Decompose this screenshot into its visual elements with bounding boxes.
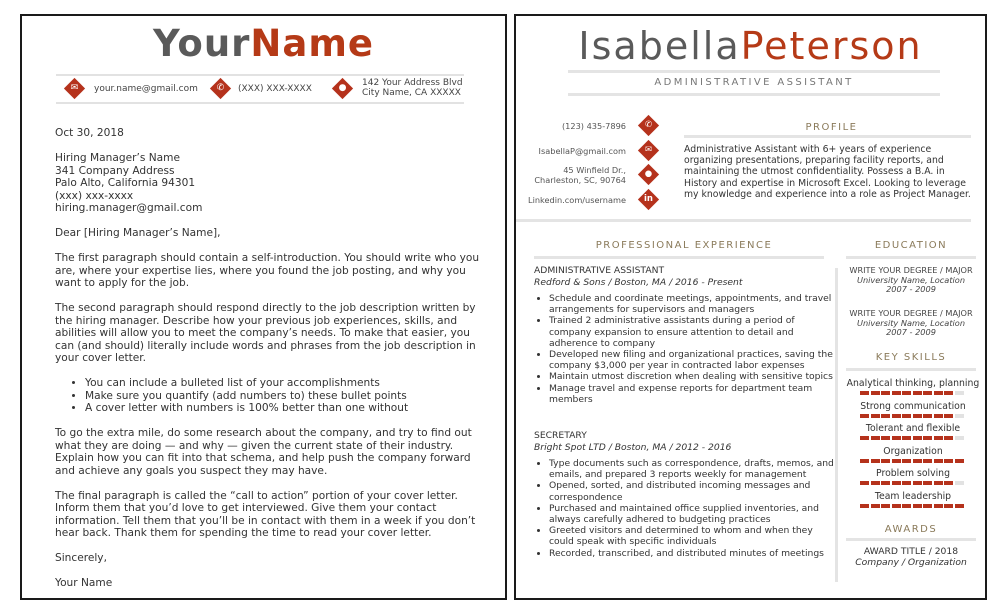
- recipient-line: Palo Alto, California 94301: [55, 177, 196, 189]
- address-line2: Charleston, SC, 90764: [534, 175, 626, 185]
- list-item: • Make sure you quantify (add numbers to) these bullet points: [85, 390, 485, 403]
- skill-level-segment: [913, 459, 922, 463]
- skill-level-bar: [860, 391, 964, 395]
- skill-level-segment: [923, 391, 932, 395]
- address-line1: 45 Winfield Dr.,: [563, 165, 626, 175]
- job-title-banner: ADMINISTRATIVE ASSISTANT: [568, 70, 940, 96]
- skill-level-segment: [871, 504, 880, 508]
- skills-heading: KEY SKILLS: [875, 352, 947, 363]
- skill-level-segment: [934, 391, 943, 395]
- skill-level-segment: [923, 504, 932, 508]
- experience-heading: PROFESSIONAL EXPERIENCE: [595, 240, 773, 251]
- education-entry-2: [840, 309, 982, 338]
- skill-level-segment: [913, 481, 922, 485]
- list-item: • Opened, sorted, and distributed incoming messages and correspondence: [549, 480, 837, 502]
- skill-level-segment: [902, 414, 911, 418]
- skill-level-segment: [955, 414, 964, 418]
- skill-level-segment: [902, 391, 911, 395]
- profile-rule: [684, 135, 971, 138]
- job-employer-2: Bright Spot LTD / Boston, MA / 2012 - 2016: [534, 442, 732, 453]
- linkedin-icon: [638, 189, 659, 210]
- skill-level-segment: [860, 436, 869, 440]
- skill-label: Strong communication: [860, 400, 966, 412]
- skill-level-segment: [923, 481, 932, 485]
- email-icon: ✉: [64, 78, 85, 99]
- cover-address-line2: City Name, CA XXXXX: [362, 88, 461, 98]
- list-item: • Recorded, transcribed, and distributed minutes of meetings: [549, 548, 837, 559]
- list-item: • Purchased and maintained office supplied inventories, and always carefully adhered to budgeting practices: [549, 503, 837, 525]
- skill-label: Tolerant and flexible: [865, 423, 961, 435]
- degree: WRITE YOUR DEGREE / MAJOR: [849, 265, 973, 275]
- skill-level-segment: [881, 391, 890, 395]
- skill-level-segment: [902, 459, 911, 463]
- job-bullets-2: [534, 458, 837, 559]
- skill-level-segment: [913, 391, 922, 395]
- skill-level-segment: [892, 391, 901, 395]
- school: University Name, Location: [856, 274, 966, 285]
- skill-level-segment: [913, 504, 922, 508]
- recipient-block: [55, 152, 485, 215]
- skill-label: Problem solving: [876, 468, 950, 480]
- location-pin-icon: ●: [638, 164, 659, 185]
- cover-letter-page: [20, 14, 507, 600]
- location-pin-icon: ●: [332, 78, 353, 99]
- email-icon: ✉: [638, 140, 659, 161]
- cover-email: your.name@gmail.com: [94, 84, 198, 94]
- list-item: • Trained 2 administrative assistants during a period of company expansion to ensure attention to detail and adherence to company: [549, 315, 837, 349]
- skill-level-segment: [860, 414, 869, 418]
- education-entry-1: [840, 266, 982, 295]
- skill-level-bar: [860, 481, 964, 485]
- letter-date: Oct 30, 2018: [55, 127, 124, 139]
- skill-level-segment: [923, 414, 932, 418]
- skill-level-segment: [871, 436, 880, 440]
- skill-level-segment: [955, 481, 964, 485]
- skills-rule: [846, 368, 976, 371]
- skill-level-segment: [881, 414, 890, 418]
- skill-label: Organization: [883, 445, 943, 457]
- list-item: • Type documents such as correspondence, drafts, memos, and emails, and prepared 3 reports weekly for management: [549, 458, 837, 480]
- skill-level-bar: [860, 414, 964, 418]
- skill-level-segment: [923, 436, 932, 440]
- cover-contact-bar: [56, 74, 464, 104]
- skill-level-segment: [934, 436, 943, 440]
- cover-phone: (XXX) XXX-XXXX: [238, 84, 312, 94]
- skill-level-segment: [892, 436, 901, 440]
- paragraph-2: The second paragraph should respond directly to the job description written by the hiring manager. Describe how your previous job experiences, skills, and abilities will allow you to meet the company’s needs. To make that easier, you can (and should) literally include words and phrases from the job description in your cover letter.: [55, 302, 476, 364]
- recipient-line: Hiring Manager’s Name: [55, 152, 180, 164]
- cover-first-name: Your: [153, 22, 251, 65]
- job-bullets-1: [534, 293, 837, 405]
- skill-level-segment: [944, 391, 953, 395]
- award-title: AWARD TITLE / 2018: [863, 546, 959, 557]
- skill-level-segment: [913, 414, 922, 418]
- school: University Name, Location: [856, 317, 966, 328]
- recipient-line: 341 Company Address: [55, 164, 175, 177]
- profile-heading: PROFILE: [805, 122, 858, 133]
- list-item: • Schedule and coordinate meetings, appointments, and travel arrangements for supervisors and managers: [549, 293, 837, 315]
- list-item: • A cover letter with numbers is 100% better than one without: [85, 402, 485, 415]
- skill-level-segment: [902, 481, 911, 485]
- education-heading: EDUCATION: [874, 240, 948, 251]
- experience-rule: [534, 256, 824, 259]
- skill-level-segment: [923, 459, 932, 463]
- list-item: • Greeted visitors and determined to whom and when they could speak with specific individuals: [549, 525, 837, 547]
- closing: Sincerely,: [55, 552, 107, 564]
- skill-level-bar: [860, 459, 964, 463]
- signature: Your Name: [55, 577, 113, 589]
- list-item: • Maintain utmost discretion when dealing with sensitive topics: [549, 371, 837, 382]
- years: 2007 - 2009: [886, 284, 936, 295]
- skill-level-segment: [902, 436, 911, 440]
- skill-level-segment: [934, 481, 943, 485]
- skill-level-segment: [892, 481, 901, 485]
- phone-icon: ✆: [210, 78, 231, 99]
- skill-level-segment: [955, 391, 964, 395]
- resume-first-name: Isabella: [578, 24, 741, 68]
- award-entry: [840, 546, 982, 568]
- skill-level-segment: [881, 459, 890, 463]
- skill-level-bar: [860, 436, 964, 440]
- recipient-line: hiring.manager@gmail.com: [55, 202, 203, 214]
- section-divider: [516, 219, 971, 222]
- linkedin-icon-text: in: [644, 194, 653, 204]
- paragraph-1: The first paragraph should contain a self-introduction. You should write who you are, where your expertise lies, where you found the job posting, and why you want to apply for the job.: [55, 252, 480, 289]
- job-title-1: ADMINISTRATIVE ASSISTANT: [534, 265, 665, 276]
- resume-page: [514, 14, 987, 600]
- skill-label: Team leadership: [874, 491, 952, 502]
- skill-level-segment: [871, 459, 880, 463]
- skill-level-segment: [955, 504, 964, 508]
- skill-level-segment: [860, 504, 869, 508]
- cover-address-line1: 142 Your Address Blvd: [362, 78, 463, 88]
- skill-level-segment: [944, 459, 953, 463]
- skill-level-segment: [944, 414, 953, 418]
- skill-level-segment: [934, 504, 943, 508]
- skill-level-segment: [934, 414, 943, 418]
- cover-letter-body: [55, 127, 485, 590]
- skill-level-segment: [892, 504, 901, 508]
- accomplishment-list: [55, 377, 485, 415]
- resume-name-heading: [516, 24, 985, 68]
- resume-phone: (123) 435-7896: [561, 121, 626, 131]
- phone-icon: ✆: [638, 115, 659, 136]
- list-item: • Manage travel and expense reports for department team members: [549, 383, 837, 405]
- skill-level-bar: [860, 504, 964, 508]
- skill-level-segment: [944, 504, 953, 508]
- awards-rule: [846, 538, 976, 541]
- job-employer-1: Redford & Sons / Boston, MA / 2016 - Present: [534, 277, 743, 288]
- resume-email: IsabellaP@gmail.com: [538, 146, 626, 156]
- cover-address: [362, 78, 463, 98]
- skill-level-segment: [955, 459, 964, 463]
- skill-level-segment: [860, 459, 869, 463]
- job-title-2: SECRETARY: [534, 430, 587, 441]
- skill-level-segment: [934, 459, 943, 463]
- skill-level-segment: [944, 436, 953, 440]
- skill-level-segment: [892, 414, 901, 418]
- skill-level-segment: [860, 391, 869, 395]
- award-organization: Company / Organization: [855, 557, 967, 568]
- skill-level-segment: [871, 414, 880, 418]
- list-item: • You can include a bulleted list of your accomplishments: [85, 377, 485, 390]
- paragraph-3: To go the extra mile, do some research about the company, and try to find out what they are doing — and why — given the current state of their industry. Explain how you can fit into that schema, and help push the company forward and achieve any goals you suspect they may have.: [55, 427, 472, 477]
- skill-level-segment: [913, 436, 922, 440]
- skill-level-segment: [881, 504, 890, 508]
- resume-address: [534, 165, 626, 185]
- cover-name-heading: [22, 22, 505, 65]
- skill-level-segment: [944, 481, 953, 485]
- list-item: • Developed new filing and organizational practices, saving the company $3,000 per year in contracted labor expenses: [549, 349, 837, 371]
- skill-level-segment: [892, 459, 901, 463]
- skill-level-segment: [902, 504, 911, 508]
- skill-level-segment: [871, 481, 880, 485]
- skill-level-segment: [955, 436, 964, 440]
- paragraph-4: The final paragraph is called the “call to action” portion of your cover letter. Inform them that you’d love to get interviewed. Give them your contact information. Tell them that you’ll be in contact with them in a week if you don’t hear back. Thank them for spending the time to read your cover letter.: [55, 489, 476, 539]
- years: 2007 - 2009: [886, 327, 936, 338]
- salutation: Dear [Hiring Manager’s Name],: [55, 227, 221, 239]
- skill-level-segment: [871, 391, 880, 395]
- degree: WRITE YOUR DEGREE / MAJOR: [849, 308, 973, 318]
- skill-level-segment: [860, 481, 869, 485]
- education-rule: [846, 256, 976, 259]
- resume-linkedin: Linkedin.com/username: [528, 195, 626, 205]
- skill-level-segment: [881, 436, 890, 440]
- skill-level-segment: [881, 481, 890, 485]
- profile-text: Administrative Assistant with 6+ years of experience organizing presentations, preparing facility reports, and maintaining the utmost confidentiality. Possess a B.A. in History and expertise in Microsoft Excel. Looking to leverage my knowledge and experience into a role as Project Manager.: [684, 144, 971, 200]
- recipient-line: (xxx) xxx-xxxx: [55, 189, 134, 202]
- awards-heading: AWARDS: [884, 524, 938, 535]
- cover-last-name: Name: [250, 22, 374, 65]
- resume-last-name: Peterson: [740, 24, 923, 68]
- skill-label: Analytical thinking, planning: [846, 378, 980, 389]
